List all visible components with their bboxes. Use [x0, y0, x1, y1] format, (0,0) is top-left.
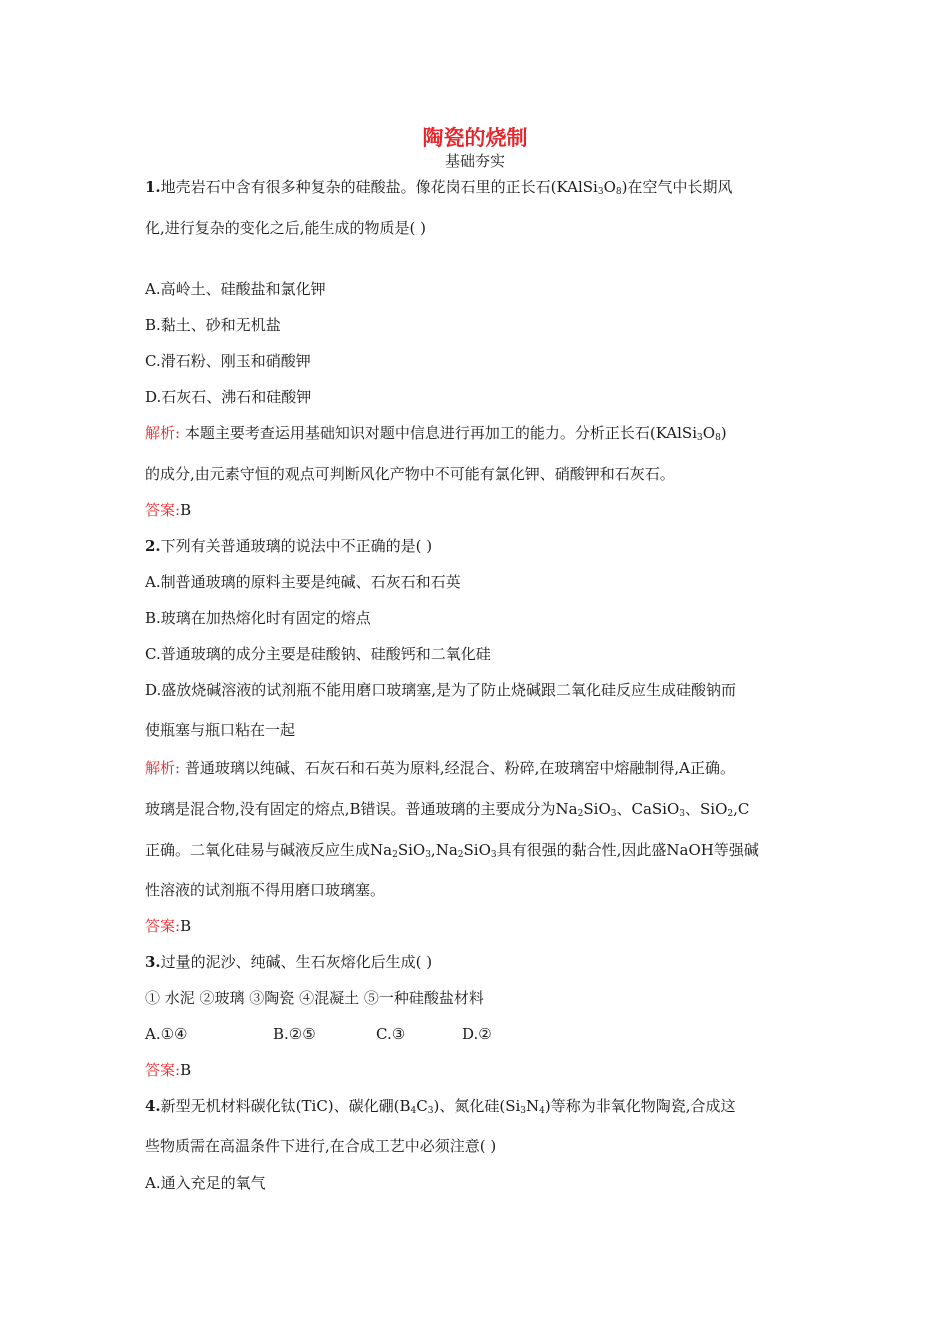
analysis-line-2: 的成分,由元素守恒的观点可判断风化产物中不可能有氯化钾、硝酸钾和石灰石。 [145, 465, 675, 483]
answer [145, 500, 191, 520]
question-number: 3. [145, 953, 161, 971]
question-1-line-2: 化,进行复杂的变化之后,能生成的物质是( ) [145, 219, 427, 237]
option-d: D.石灰石、沸石和硅酸钾 [145, 388, 312, 406]
question-3-items: ① 水泥 ②玻璃 ③陶瓷 ④混凝土 ⑤一种硅酸盐材料 [145, 989, 484, 1007]
analysis: 解析: 普通玻璃以纯碱、石灰石和石英为原料,经混合、粉碎,在玻璃窑中熔融制得,A正确。 [145, 759, 735, 777]
answer-label: 答案: [145, 501, 181, 519]
option-c: C.③ [376, 1025, 406, 1043]
option-c: C.普通玻璃的成分主要是硅酸钠、硅酸钙和二氧化硅 [145, 645, 491, 663]
option-b: B.②⑤ [273, 1025, 316, 1043]
option-d: D.② [462, 1025, 492, 1043]
answer-label: 答案: [145, 917, 181, 935]
option-d-line-2: 使瓶塞与瓶口粘在一起 [145, 721, 296, 739]
question-number: 1. [145, 178, 161, 196]
answer-value: B [180, 917, 192, 935]
option-b: B.玻璃在加热熔化时有固定的熔点 [145, 609, 371, 627]
question-4-line-2: 些物质需在高温条件下进行,在合成工艺中必须注意( ) [145, 1137, 497, 1155]
analysis-line-4: 性溶液的试剂瓶不得用磨口玻璃塞。 [145, 881, 386, 899]
analysis-label: 解析: [145, 759, 181, 777]
option-a: A.①④ [145, 1025, 188, 1043]
option-b: B.黏土、砂和无机盐 [145, 316, 281, 334]
question-2: 2.下列有关普通玻璃的说法中不正确的是( ) [145, 537, 433, 555]
option-c: C.滑石粉、刚玉和硝酸钾 [145, 352, 311, 370]
option-a: A.通入充足的氧气 [145, 1174, 266, 1192]
answer-value: B [180, 1061, 192, 1079]
question-number: 4. [145, 1097, 161, 1115]
analysis-line-2: 玻璃是混合物,没有固定的熔点,B错误。普通玻璃的主要成分为$Na_2SiO_3$、CaSiO$_3$、SiO$_2$,C [145, 800, 750, 819]
analysis-line-3: 正确。二氧化硅易与碱液反应生成$Na_2SiO_3,Na_2SiO_3$具有很强的黏合性,因此盛NaOH等强碱 [145, 841, 759, 860]
analysis-label: 解析: [145, 424, 181, 442]
answer [145, 916, 191, 936]
answer [145, 1060, 191, 1080]
answer-label: 答案: [145, 1061, 181, 1079]
question-1: 1.地壳岩石中含有很多种复杂的硅酸盐。像花岗石里的正长石$(KAlSi_3O_8)$在空气中长期风 [145, 178, 733, 197]
option-a: A.制普通玻璃的原料主要是纯碱、石灰石和石英 [145, 573, 461, 591]
question-4: 4.新型无机材料碳化钛(TiC)、碳化硼$(B_4C_3)$、氮化硅$(Si_3N_4)$等称为非氧化物陶瓷,合成这 [145, 1097, 736, 1116]
page-title: 陶瓷的烧制 [422, 125, 528, 150]
question-3: 3.过量的泥沙、纯碱、生石灰熔化后生成( ) [145, 953, 433, 971]
analysis: 解析: 本题主要考查运用基础知识对题中信息进行再加工的能力。分析正长石$(KAlSi_3O_8)$ [145, 424, 727, 443]
option-a: A.高岭土、硅酸盐和氯化钾 [145, 280, 326, 298]
section-subtitle: 基础夯实 [444, 152, 505, 170]
option-d: D.盛放烧碱溶液的试剂瓶不能用磨口玻璃塞,是为了防止烧碱跟二氧化硅反应生成硅酸钠而 [145, 681, 737, 699]
question-number: 2. [145, 537, 161, 555]
options-row [145, 1024, 492, 1044]
answer-value: B [180, 501, 192, 519]
